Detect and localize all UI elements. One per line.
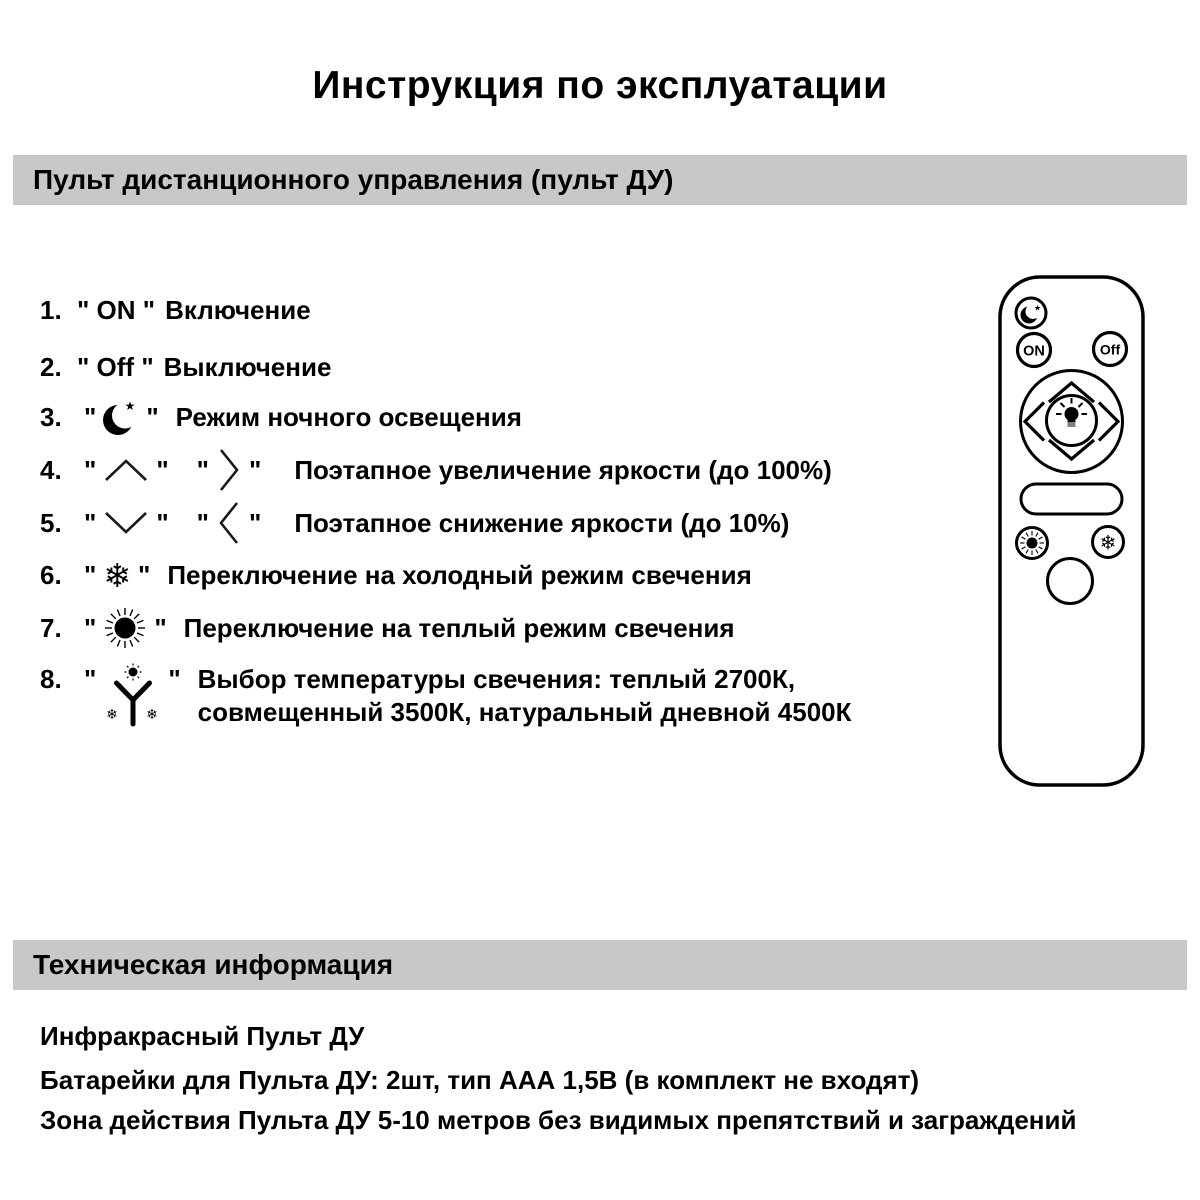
moon-icon (103, 396, 139, 438)
quote-mark: " (154, 612, 167, 643)
off-token: " Off " (77, 351, 154, 382)
item-text: Включение (165, 294, 311, 325)
quote-mark: " (84, 401, 97, 432)
list-item-brightness-up (40, 447, 832, 493)
quote-mark: " (137, 559, 151, 590)
tech-info-line: Зона действия Пульта ДУ 5-10 метров без видимых препятствий и заграждений (40, 1105, 1077, 1135)
item-number: 6. (40, 559, 62, 590)
snowflake-icon: ❄ (1099, 530, 1117, 555)
list-item-on (40, 287, 311, 333)
section-header-tech (13, 940, 1187, 990)
list-item-warm-mode (40, 605, 735, 651)
quote-mark: " (196, 507, 209, 538)
quote-mark: " (84, 612, 97, 643)
quote-mark: " (168, 664, 181, 694)
item-number: 1. (40, 294, 62, 325)
item-number: 3. (40, 401, 62, 432)
item-text (198, 663, 852, 729)
quote-mark: " (84, 454, 97, 485)
color-temperature-icon (103, 663, 161, 729)
svg-text:★: ★ (1033, 303, 1042, 313)
list-item-cold-mode (40, 552, 752, 598)
list-item-color-temperature (40, 663, 851, 729)
item-text: Выключение (163, 351, 332, 382)
list-item-night-mode (40, 394, 522, 440)
quote-mark: " (84, 559, 97, 590)
quote-mark: " (248, 454, 262, 485)
on-button-label: ON (1023, 343, 1045, 360)
remote-control-illustration (993, 270, 1150, 792)
mini-snowflake-icon: ❄ (106, 707, 119, 723)
quote-mark: " (156, 454, 169, 485)
chevron-down-icon (103, 510, 149, 536)
list-item-brightness-down (40, 500, 789, 546)
off-button-label: Off (1099, 341, 1121, 358)
item-text-line2: совмещенный 3500К, натуральный дневной 4500К (197, 697, 852, 727)
snowflake-icon: ❄ (103, 555, 131, 595)
quote-mark: " (248, 507, 262, 538)
page-title: Инструкция по эксплуатации (312, 64, 888, 107)
item-text: Поэтапное увеличение яркости (до 100%) (294, 454, 832, 485)
warm-sun-icon (103, 606, 147, 650)
chevron-up-icon (103, 457, 149, 483)
tech-info-line: Инфракрасный Пульт ДУ (40, 1021, 365, 1051)
item-text: Поэтапное снижение яркости (до 10%) (294, 507, 790, 538)
list-item-off (40, 344, 331, 390)
section-header-remote (13, 155, 1187, 205)
item-text: Переключение на теплый режим свечения (183, 612, 735, 643)
item-number: 7. (40, 612, 62, 643)
quote-mark: " (196, 454, 209, 485)
item-text: Переключение на холодный режим свечения (167, 559, 752, 590)
item-number: 4. (40, 454, 62, 485)
angle-left-icon (216, 499, 242, 547)
quote-mark: " (84, 507, 97, 538)
quote-mark: " (156, 507, 169, 538)
tech-info-line: Батарейки для Пульта ДУ: 2шт, тип ААА 1,5В (в комплект не входят) (40, 1065, 920, 1095)
item-text: Режим ночного освещения (175, 401, 522, 432)
mini-snowflake-icon: ❄ (146, 707, 159, 723)
item-number: 8. (40, 664, 62, 694)
angle-right-icon (216, 446, 242, 494)
item-number: 5. (40, 507, 62, 538)
quote-mark: " (84, 664, 97, 694)
section-header-remote-label: Пульт дистанционного управления (пульт ДУ) (33, 164, 674, 195)
item-text-line1: Выбор температуры свечения: теплый 2700К, (197, 664, 796, 694)
on-token: " ON " (77, 294, 156, 325)
quote-mark: " (146, 401, 159, 432)
section-header-tech-label: Техническая информация (33, 949, 394, 980)
svg-text:★: ★ (124, 399, 136, 413)
item-number: 2. (40, 351, 62, 382)
